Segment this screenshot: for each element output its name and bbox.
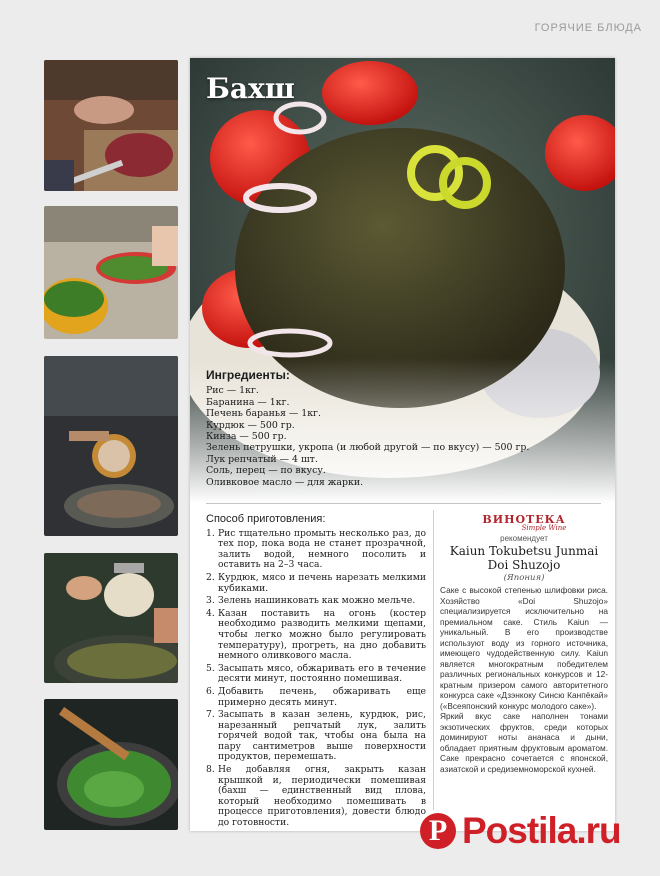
- method-block: [206, 514, 426, 831]
- step-number: 1.: [206, 527, 215, 539]
- recommends-label: рекомендует: [500, 534, 548, 543]
- step-number: 8.: [206, 764, 215, 776]
- step-text: Засыпать в казан зелень, курдюк, рис, нарезанный репчатый лук, залить горячей водой так, чтобы она была на пару сантиметров выше поверхности продуктов, перемешать.: [218, 709, 426, 763]
- ingredient-item: Печень баранья — 1кг.: [206, 408, 321, 420]
- step-number: 2.: [206, 571, 215, 583]
- ingredient-item: Баранина — 1кг.: [206, 396, 290, 408]
- photo-kazan-fire: [44, 356, 178, 536]
- wine-description: [440, 585, 608, 774]
- photo-cutting-meat: [44, 60, 178, 191]
- photo-stirring-kazan: [44, 699, 178, 830]
- watermark-text: Postila.ru: [462, 810, 621, 851]
- wine-paragraph: Саке с высокой степенью шлифовки риса. Хозяйство «Doi Shuzojo» специализируется исключительно на премиальном саке. Стиль Kaiun — уникальный. В его производстве используют воду из горного источника, имеющего чудодейственную силу. Kaiun является многократным победителем различных региональных конкурсов и 12-кратным призером самого авторитетного конкурса саке «Дзэнкоку Синсю Канпёкай» («Всеяпонский конкурс молодого саке»).: [440, 585, 608, 711]
- vinoteka-logo-subtitle: Simple Wine: [521, 524, 567, 532]
- step-text: Засыпать мясо, обжаривать его в течение десяти минут, постоянно помешивая.: [218, 662, 426, 685]
- method-step: [206, 765, 426, 829]
- method-step: [206, 573, 426, 594]
- step-text: Не добавляя огня, закрыть казан крышкой и, периодически помешивая (бахш — единственный вид плова, который необходимо помешивать в процессе приготовления), довести блюдо до готовности.: [218, 764, 426, 829]
- step-number: 7.: [206, 709, 215, 721]
- vinoteka-logo: ВИНОТЕКА: [482, 513, 566, 526]
- postila-watermark[interactable]: [420, 810, 621, 852]
- section-title: ГОРЯЧИЕ БЛЮДА: [534, 22, 642, 34]
- step-text: Казан поставить на огонь (костер необходимо разводить мелкими щепами, чтобы легко можно было регулировать температуру), прогреть, на дно добавить немного оливкового масла.: [218, 607, 426, 662]
- ingredient-item: Соль, перец — по вкусу.: [206, 465, 326, 477]
- step-number: 3.: [206, 595, 215, 607]
- wine-origin: (Япония): [503, 573, 545, 584]
- photo-chopped-greens: [44, 206, 178, 339]
- ingredients-heading: Ингредиенты:: [206, 368, 290, 382]
- column-divider: [433, 510, 434, 810]
- step-number: 5.: [206, 662, 215, 674]
- method-step: [206, 710, 426, 763]
- method-step: [206, 596, 426, 607]
- ingredient-item: Оливковое масло — для жарки.: [206, 476, 364, 488]
- method-heading: Способ приготовления:: [206, 513, 326, 525]
- step-text: Рис тщательно промыть несколько раз, до тех пор, пока вода не станет прозрачной, залить водой, немного посолить и оставить на 2–3 часа.: [218, 527, 426, 571]
- step-text: Зелень нашинковать как можно мельче.: [218, 595, 416, 607]
- method-step: [206, 687, 426, 708]
- method-steps: [206, 529, 426, 829]
- ingredients-block: [206, 370, 536, 488]
- ingredient-item: Зелень петрушки, укропа (и любой другой — по вкусу) — 500 гр.: [206, 442, 530, 454]
- photo-pouring-water: [44, 553, 178, 683]
- ingredient-item: Кинза — 500 гр.: [206, 431, 287, 443]
- step-text: Курдюк, мясо и печень нарезать мелкими кубиками.: [218, 571, 426, 594]
- recipe-card: [190, 58, 615, 831]
- wine-name: Kaiun Tokubetsu Junmai Doi Shuzojo: [449, 544, 599, 572]
- wine-recommendation: [440, 514, 608, 774]
- dish-title: Бахш: [206, 72, 295, 105]
- pinterest-icon: P: [420, 813, 456, 849]
- method-step: [206, 664, 426, 685]
- wine-paragraph: Яркий вкус саке наполнен тонами экзотических фруктов, среди которых доминируют ноты ананаса и дыни, обладает приятным фруктовым ароматом. Саке прекрасно сочетается с японской, азиатской и средиземноморской кухней.: [440, 711, 608, 774]
- method-step: [206, 529, 426, 571]
- ingredient-item: Лук репчатый — 4 шт.: [206, 453, 318, 465]
- step-number: 4.: [206, 607, 215, 619]
- method-step: [206, 609, 426, 662]
- divider: [206, 503, 601, 504]
- ingredient-item: Курдюк — 500 гр.: [206, 419, 295, 431]
- ingredient-item: Рис — 1кг.: [206, 385, 259, 397]
- step-text: Добавить печень, обжаривать еще примерно десять минут.: [218, 685, 426, 708]
- step-number: 6.: [206, 685, 215, 697]
